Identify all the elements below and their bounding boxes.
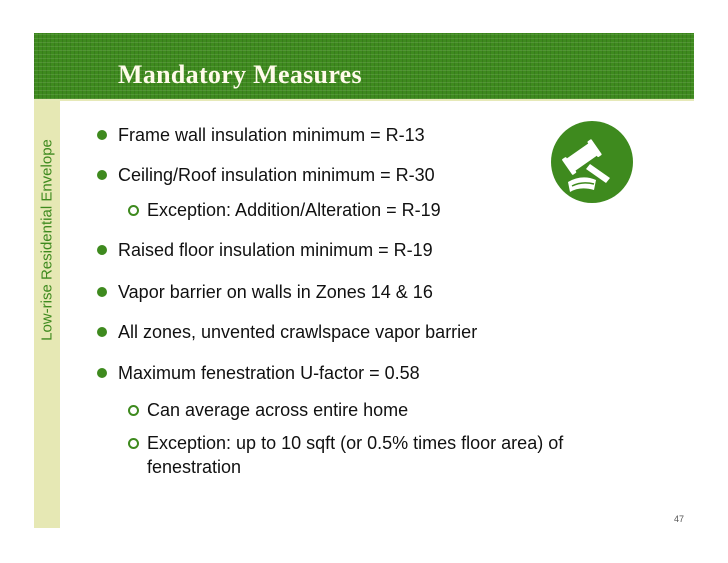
gavel-icon: [550, 120, 634, 204]
bullet-ceiling-insulation: Ceiling/Roof insulation minimum = R-30: [118, 165, 435, 185]
slide-title: Mandatory Measures: [118, 60, 362, 89]
bullet-marker: [97, 327, 107, 337]
page-number: 47: [673, 514, 684, 524]
sub-bullet-fenestration-exception-line2: fenestration: [147, 457, 242, 477]
bullet-marker: [97, 130, 107, 140]
sub-bullet-marker: [128, 205, 139, 216]
bullet-marker: [97, 368, 107, 378]
bullet-wall-insulation: Frame wall insulation minimum = R-13: [118, 125, 425, 145]
bullet-marker: [97, 170, 107, 180]
bullet-crawlspace: All zones, unvented crawlspace vapor barrier: [118, 322, 478, 342]
title-divider: [34, 99, 694, 101]
bullet-marker: [97, 287, 107, 297]
section-label: Low-rise Residential Envelope: [38, 139, 56, 341]
bullet-raised-floor: Raised floor insulation minimum = R-19: [118, 240, 433, 260]
bullet-marker: [97, 245, 107, 255]
sub-bullet-marker: [128, 438, 139, 449]
bullet-fenestration-ufactor: Maximum fenestration U-factor = 0.58: [118, 363, 420, 383]
sub-bullet-marker: [128, 405, 139, 416]
sub-bullet-fenestration-exception-line1: Exception: up to 10 sqft (or 0.5% times floor area) of: [147, 433, 564, 453]
sub-bullet-addition-exception: Exception: Addition/Alteration = R-19: [147, 200, 441, 220]
sub-bullet-average: Can average across entire home: [147, 400, 409, 420]
bullet-vapor-barrier-walls: Vapor barrier on walls in Zones 14 & 16: [118, 282, 433, 302]
